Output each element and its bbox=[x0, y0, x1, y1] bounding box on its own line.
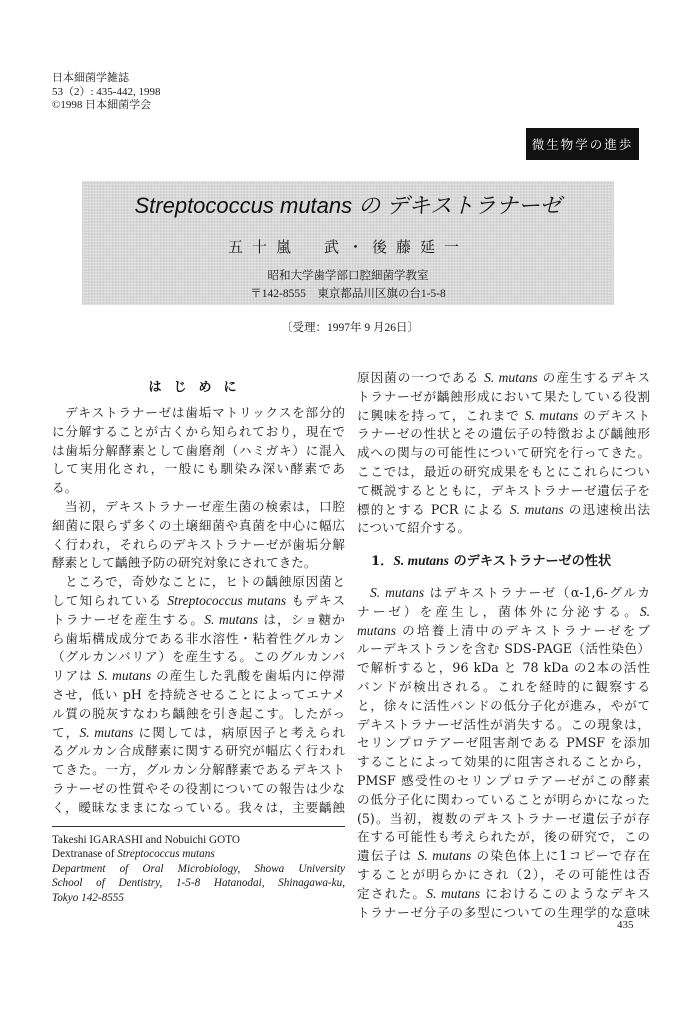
text-line bbox=[357, 810, 650, 829]
italic-term: S. mutans bbox=[509, 501, 564, 517]
text-line bbox=[52, 423, 345, 442]
text-segment: の培養上清中のデキストラナーゼをブ bbox=[396, 622, 650, 638]
section-heading-introduction: はじめに bbox=[148, 380, 249, 395]
paragraph bbox=[52, 573, 345, 817]
text-line bbox=[357, 463, 650, 482]
page-number: 435 bbox=[617, 919, 634, 931]
text-segment: の産生した乳酸を歯垢内に停滞 bbox=[151, 668, 345, 684]
italic-term: S. mutans bbox=[417, 848, 472, 864]
paragraph bbox=[357, 584, 650, 922]
text-segment: トラナーゼ分子の多型についての生理学的な意味 bbox=[357, 904, 650, 920]
journal-copyright: ©1998 日本細菌学会 bbox=[52, 99, 152, 111]
text-line bbox=[357, 640, 650, 659]
title-box bbox=[82, 181, 614, 305]
right-column-intro bbox=[357, 369, 650, 538]
footnote-authors: Takeshi IGARASHI and Nobuichi GOTO bbox=[52, 834, 240, 846]
text-line bbox=[357, 603, 650, 622]
journal-citation: 53（2）: 435-442, 1998 bbox=[52, 85, 161, 98]
text-segment: の迅速検出法 bbox=[563, 501, 650, 517]
text-segment: におけるこのようなデキス bbox=[480, 885, 650, 901]
text-segment: に興味を持って，これまで bbox=[357, 407, 525, 423]
italic-term: S. mutans bbox=[370, 584, 425, 600]
section-number: 1． bbox=[371, 554, 394, 570]
footnote-title-prefix: Dextranase of bbox=[52, 848, 118, 861]
text-segment: ルーデキストランを含む SDS-PAGE（活性染色） bbox=[357, 641, 650, 657]
left-column bbox=[52, 404, 345, 818]
text-segment: は，ショ糖か bbox=[258, 611, 345, 627]
english-footnote bbox=[52, 826, 345, 905]
text-line bbox=[357, 678, 650, 697]
text-segment: 標的とする PCR による bbox=[357, 501, 510, 517]
text-line bbox=[52, 611, 345, 630]
text-line bbox=[357, 716, 650, 735]
article-title bbox=[82, 189, 614, 220]
footnote-dept-1: Department of Oral Microbiology, Showa University bbox=[52, 862, 345, 875]
text-segment: して実用化され，一般にも馴染み深い酵素であ bbox=[52, 461, 345, 477]
text-line bbox=[357, 584, 650, 603]
text-line bbox=[52, 573, 345, 592]
text-line bbox=[52, 460, 345, 479]
section-title: のデキストラナーゼの性状 bbox=[448, 554, 612, 570]
paragraph bbox=[52, 498, 345, 573]
received-date: 〔受理：1997年 9 月26日〕 bbox=[281, 322, 419, 334]
footnote-title-species: Streptococcus mutans bbox=[117, 848, 215, 861]
text-segment: 当初，デキストラナーゼ産生菌の検索は，口腔 bbox=[65, 498, 345, 514]
text-line bbox=[52, 498, 345, 517]
text-segment: の低分子化に関わっていることが明らかになった bbox=[357, 791, 650, 807]
text-line bbox=[357, 904, 650, 923]
text-segment: 酵素として齲蝕予防の研究対象にされてきた。 bbox=[52, 555, 317, 571]
text-line bbox=[357, 388, 650, 407]
text-line bbox=[357, 519, 650, 538]
footnote-dept-2: School of Dentistry, 1-5-8 Hatanodai, Shinagawa-ku, bbox=[52, 877, 345, 890]
affiliation-dept: 昭和大学歯学部口腔細菌学教室 bbox=[267, 270, 429, 282]
italic-term: S. mutans bbox=[79, 724, 134, 740]
right-column-section1 bbox=[357, 584, 650, 922]
italic-term: S. mutans bbox=[524, 407, 579, 423]
text-line bbox=[52, 780, 345, 799]
text-line bbox=[52, 724, 345, 743]
text-segment: ラナーゼの性質やその役割についての報告は少な bbox=[52, 780, 345, 796]
paragraph bbox=[52, 404, 345, 498]
italic-term: S. mutans bbox=[484, 370, 538, 385]
text-segment: 原因菌の一つである bbox=[357, 370, 485, 385]
section-heading-1 bbox=[371, 552, 650, 572]
text-segment: ナーゼ）を産生し，菌体外に分泌する。 bbox=[357, 603, 640, 619]
text-line bbox=[52, 630, 345, 649]
text-line bbox=[357, 791, 650, 810]
text-line bbox=[357, 753, 650, 772]
section-badge: 微生物学の進歩 bbox=[526, 128, 639, 160]
text-segment: PMSF 感受性のセリンプロテアーゼがこの酵素 bbox=[357, 772, 650, 788]
text-line bbox=[357, 885, 650, 904]
text-segment: で解析すると，96 kDa と 78 kDa の2本の活性 bbox=[357, 660, 650, 676]
text-segment: 成への関与の可能性について研究を行ってきた。 bbox=[357, 445, 650, 461]
journal-name: 日本細菌学雑誌 bbox=[52, 72, 129, 84]
text-segment: ル質の脱灰すなわち齲蝕を引き起こす。したがっ bbox=[52, 705, 345, 721]
text-line bbox=[357, 369, 650, 388]
text-line bbox=[52, 592, 345, 611]
italic-term: S. mutans bbox=[97, 668, 152, 684]
text-segment: させ，低い pH を持続させることによってエナメ bbox=[52, 686, 345, 702]
text-segment: ところで，奇妙なことに，ヒトの齲蝕原因菌と bbox=[65, 574, 345, 590]
text-line bbox=[357, 866, 650, 885]
text-line bbox=[357, 482, 650, 501]
affiliation bbox=[82, 267, 614, 303]
text-segment: することによって効果的に阻害されることから， bbox=[357, 754, 650, 770]
text-segment: 細菌に限らず多くの土壌細菌や真菌を中心に幅広 bbox=[52, 517, 345, 533]
text-segment: の産生するデキス bbox=[537, 370, 650, 385]
text-line bbox=[52, 442, 345, 461]
italic-term: mutans bbox=[357, 622, 397, 638]
text-line bbox=[52, 554, 345, 573]
footnote-dept-3: Tokyo 142-8555 bbox=[52, 891, 124, 904]
text-line bbox=[357, 697, 650, 716]
text-segment: ラナーゼの性状とその遺伝子の特徴および齲蝕形 bbox=[357, 426, 650, 442]
text-line bbox=[357, 772, 650, 791]
text-segment: てきた。一方，グルカン分解酵素であるデキスト bbox=[52, 762, 345, 778]
text-segment: セリンプロテアーゼ阻害剤である PMSF を添加 bbox=[357, 735, 650, 751]
text-segment: く行われ，それらのデキストラナーゼが歯垢分解 bbox=[52, 536, 345, 552]
text-line bbox=[357, 828, 650, 847]
title-rest: の デキストラナーゼ bbox=[352, 193, 562, 218]
authors: 五十嵐 武・後藤延一 bbox=[227, 238, 468, 256]
text-line bbox=[52, 517, 345, 536]
italic-term: S. mutans bbox=[204, 611, 259, 627]
text-segment: に関しては，病原因子と考えられ bbox=[133, 724, 345, 740]
text-line bbox=[357, 734, 650, 753]
text-segment: の染色体上に1コピーで存在 bbox=[471, 848, 650, 864]
italic-term: S. bbox=[639, 603, 650, 619]
text-segment: することが明らかにされ（2），その可能性は否 bbox=[357, 866, 650, 882]
text-line bbox=[52, 648, 345, 667]
text-line bbox=[52, 479, 345, 498]
text-segment: もデキス bbox=[286, 592, 345, 608]
paragraph bbox=[357, 369, 650, 538]
journal-info bbox=[52, 72, 160, 113]
text-segment: ここでは，最近の研究成果をもとにこれらについ bbox=[357, 463, 650, 479]
text-line bbox=[357, 659, 650, 678]
text-segment: に分解することが古くから知られており，現在で bbox=[52, 423, 345, 439]
text-segment: 在する可能性も考えられたが，後の研究で，この bbox=[357, 829, 650, 845]
text-segment: ら歯垢構成成分である非水溶性・粘着性グルカン bbox=[52, 630, 345, 646]
text-segment: て概説するとともに，デキストラナーゼ遺伝子を bbox=[357, 482, 650, 498]
text-segment: (5)。当初，複数のデキストラナーゼ遺伝子が存 bbox=[357, 810, 650, 826]
italic-term: S. mutans bbox=[426, 885, 481, 901]
text-segment: 遺伝子は bbox=[357, 848, 418, 864]
text-line bbox=[52, 536, 345, 555]
text-line bbox=[52, 404, 345, 423]
text-line bbox=[52, 799, 345, 818]
text-segment: して知られている bbox=[52, 592, 168, 608]
text-segment: はデキストラナーゼ（α-1,6-グルカ bbox=[424, 584, 650, 600]
section-species: S. mutans bbox=[393, 553, 449, 569]
text-line bbox=[357, 847, 650, 866]
text-segment: のデキスト bbox=[578, 407, 650, 423]
text-segment: て， bbox=[52, 724, 80, 740]
text-segment: について紹介する。 bbox=[357, 520, 471, 536]
text-segment: トラナーゼを産生する。 bbox=[52, 611, 205, 627]
text-line bbox=[357, 501, 650, 520]
right-column bbox=[357, 369, 650, 922]
text-segment: デキストラナーゼは歯垢マトリックスを部分的 bbox=[65, 405, 345, 420]
italic-term: Streptococcus mutans bbox=[167, 592, 287, 608]
text-segment: る。 bbox=[52, 480, 78, 496]
title-species: Streptococcus mutans bbox=[134, 193, 353, 218]
text-segment: デキストラナーゼ活性が消失する。この現象は， bbox=[357, 716, 650, 732]
text-line bbox=[52, 686, 345, 705]
text-line bbox=[52, 742, 345, 761]
text-segment: リアは bbox=[52, 668, 98, 684]
text-line bbox=[52, 761, 345, 780]
text-line bbox=[357, 407, 650, 426]
text-segment: く，曖昧なままになっている。我々は，主要齲蝕 bbox=[52, 799, 345, 815]
text-line bbox=[52, 705, 345, 724]
text-segment: トラナーゼが齲蝕形成において果たしている役割 bbox=[357, 388, 650, 404]
text-segment: と，徐々に活性バンドの低分子化が進み，やがて bbox=[357, 697, 650, 713]
text-segment: るグルカン合成酵素に関する研究が幅広く行われ bbox=[52, 743, 345, 759]
text-line bbox=[52, 667, 345, 686]
text-segment: 定された。 bbox=[357, 885, 427, 901]
text-segment: バンドが検出される。これを経時的に観察する bbox=[357, 678, 650, 694]
affiliation-address: 〒142-8555 東京都品川区旗の台1-5-8 bbox=[250, 288, 446, 300]
text-line bbox=[357, 444, 650, 463]
text-segment: は歯垢分解酵素として歯磨剤（ハミガキ）に混入 bbox=[52, 442, 345, 458]
text-line bbox=[357, 622, 650, 641]
footnote-title bbox=[52, 847, 345, 861]
text-segment: （グルカンバリア）を産生する。このグルカンバ bbox=[52, 649, 345, 665]
text-line bbox=[357, 425, 650, 444]
